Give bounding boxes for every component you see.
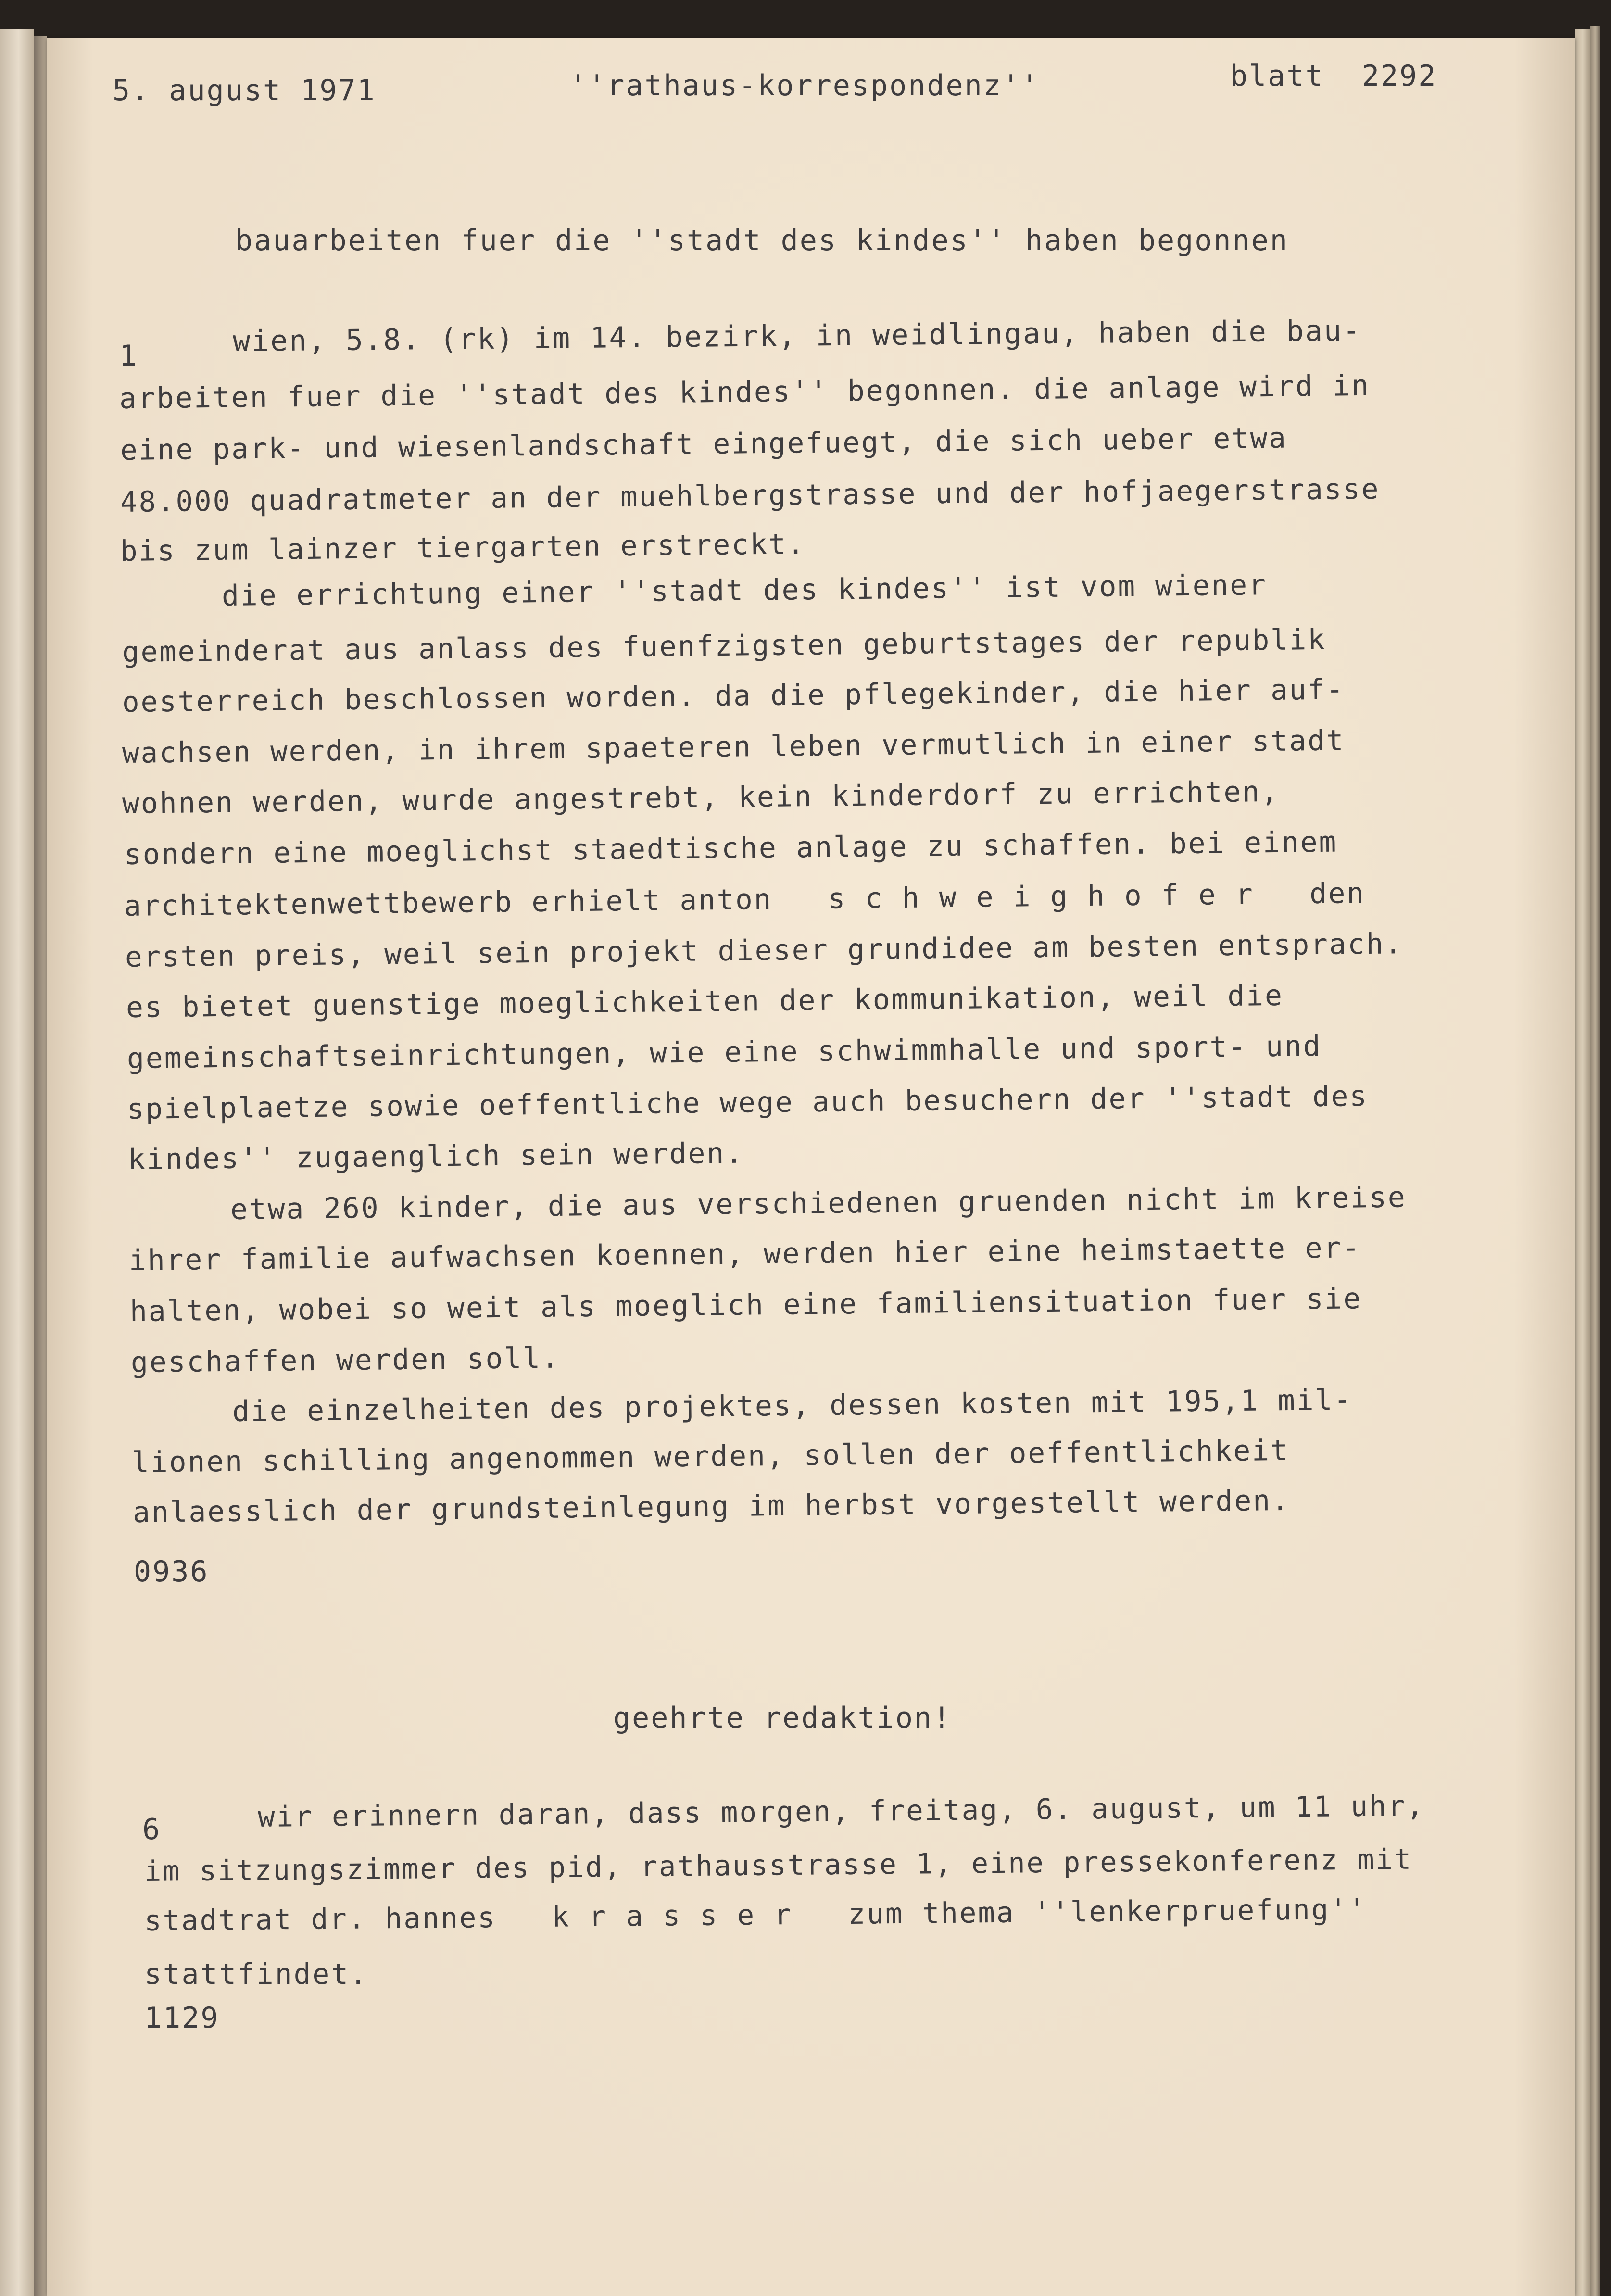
article-2-line: im sitzungszimmer des pid, rathausstrasse 1, eine pressekonferenz mit [144, 1842, 1413, 1888]
stacked-page-edge-outer [1590, 26, 1600, 2296]
article-1-line: spielplaetze sowie oeffentliche wege auch besuchern der ''stadt des [126, 1079, 1369, 1125]
article-1-line: architektenwettbewerb erhielt anton s c h w e i g h o f e r den [124, 876, 1366, 922]
stacked-page-edge [1575, 29, 1590, 2296]
article-1-line: etwa 260 kinder, die aus verschiedenen gruenden nicht im kreise [230, 1181, 1407, 1226]
article-1-line: oesterreich beschlossen worden. da die pflegekinder, die hier auf- [122, 672, 1345, 719]
article-1-line: 48.000 quadratmeter an der muehlbergstrasse und der hofjaegerstrasse [120, 472, 1380, 518]
article-2-line: stadtrat dr. hannes k r a s s e r zum thema ''lenkerpruefung'' [144, 1892, 1367, 1937]
article-2-title: geehrte redaktion! [613, 1701, 952, 1735]
article-1-line: anlaesslich der grundsteinlegung im herbst vorgestellt werden. [132, 1484, 1291, 1529]
article-1-line: lionen schilling angenommen werden, sollen der oeffentlichkeit [131, 1434, 1290, 1479]
article-1-line: halten, wobei so weit als moeglich eine familiensituation fuer sie [129, 1282, 1362, 1328]
article-1-number: 1 [119, 339, 138, 373]
article-1-line: wien, 5.8. (rk) im 14. bezirk, in weidlingau, haben die bau- [232, 314, 1362, 358]
article-1-line: geschaffen werden soll. [130, 1341, 561, 1379]
article-1-line: es bietet guenstige moeglichkeiten der kommunikation, weil die [126, 979, 1284, 1024]
typewritten-page [47, 38, 1575, 2296]
article-1-code: 0936 [134, 1555, 209, 1589]
article-1-line: ersten preis, weil sein projekt dieser grundidee am besten entsprach. [125, 927, 1404, 973]
article-1-title: bauarbeiten fuer die ''stadt des kindes'' haben begonnen [235, 224, 1289, 257]
article-1-line: wohnen werden, wurde angestrebt, kein kinderdorf zu errichten, [122, 775, 1280, 820]
article-1-line: kindes'' zugaenglich sein werden. [127, 1136, 744, 1176]
article-2-number: 6 [142, 1813, 162, 1846]
previous-page-edge [0, 29, 34, 2296]
header-publication: ''rathaus-korrespondenz'' [569, 69, 1040, 102]
article-1-line: bis zum lainzer tiergarten erstreckt. [120, 527, 806, 568]
page-gutter-shadow [34, 36, 47, 2296]
article-2-code: 1129 [144, 2001, 220, 2035]
header-sheet-number: blatt 2292 [1230, 59, 1437, 93]
header-date: 5. august 1971 [113, 74, 376, 107]
article-1-line: gemeinschaftseinrichtungen, wie eine schwimmhalle und sport- und [126, 1029, 1322, 1075]
article-1-line: die errichtung einer ''stadt des kindes'' ist vom wiener [221, 568, 1268, 613]
article-2-line: wir erinnern daran, dass morgen, freitag, 6. august, um 11 uhr, [257, 1789, 1425, 1833]
article-1-line: arbeiten fuer die ''stadt des kindes'' begonnen. die anlage wird in [119, 369, 1371, 416]
article-1-line: gemeinderat aus anlass des fuenfzigsten geburtstages der republik [122, 622, 1327, 669]
article-1-line: eine park- und wiesenlandschaft eingefuegt, die sich ueber etwa [120, 421, 1288, 467]
article-1-line: sondern eine moeglichst staedtische anlage zu schaffen. bei einem [124, 825, 1338, 871]
article-1-line: die einzelheiten des projektes, dessen kosten mit 195,1 mil- [232, 1383, 1353, 1428]
article-1-line: wachsen werden, in ihrem spaeteren leben vermutlich in einer stadt [122, 723, 1345, 770]
article-2-line: stattfindet. [144, 1958, 368, 1991]
article-1-line: ihrer familie aufwachsen koennen, werden hier eine heimstaette er- [128, 1231, 1361, 1277]
